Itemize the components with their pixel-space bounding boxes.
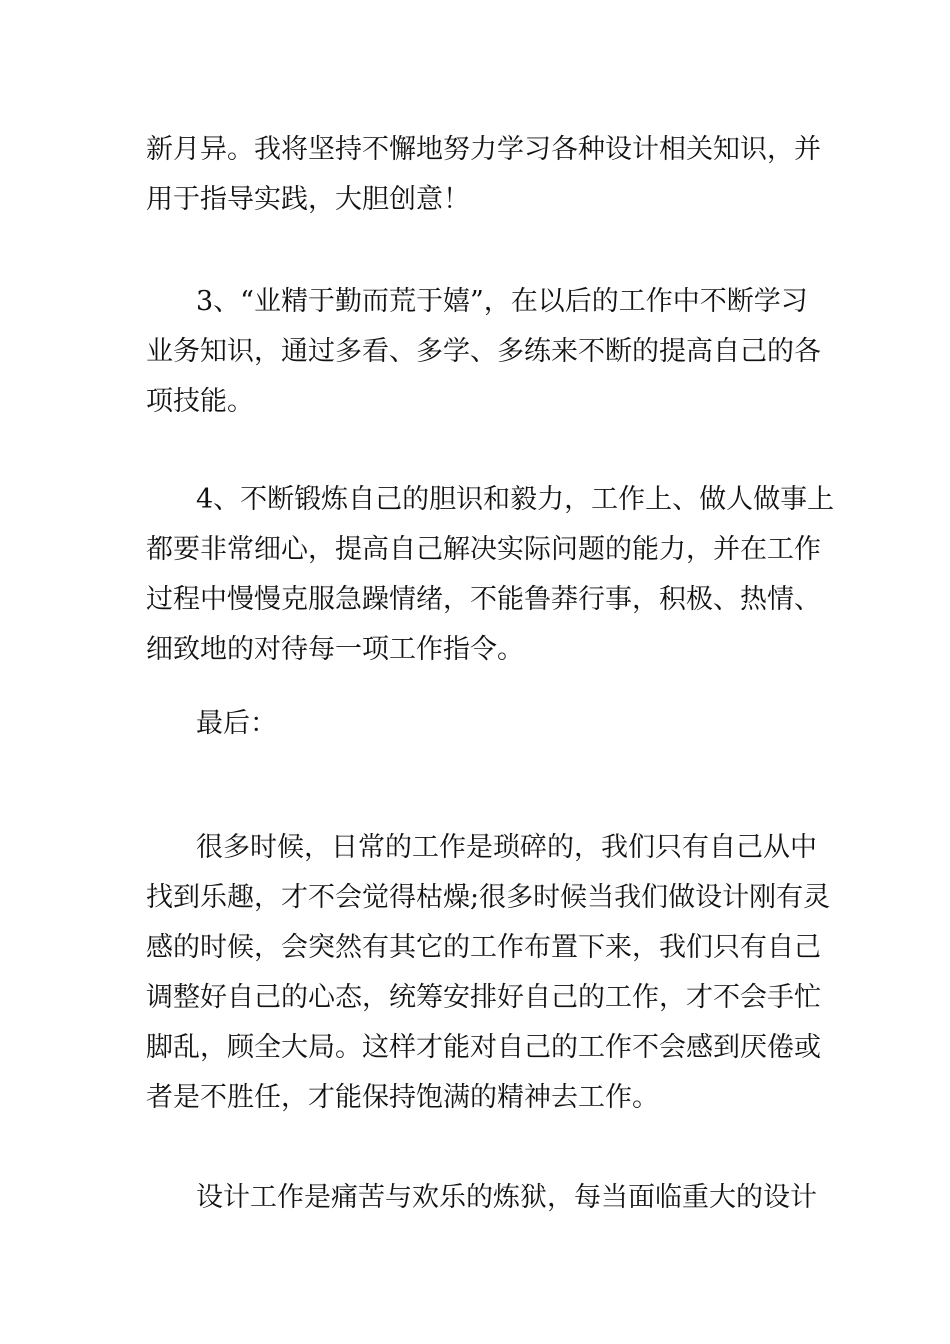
paragraph-line: 4、不断锻炼自己的胆识和毅力，工作上、做人做事上 bbox=[196, 484, 835, 515]
paragraph-line: 设计工作是痛苦与欢乐的炼狱，每当面临重大的设计 bbox=[196, 1182, 817, 1213]
paragraph-line: 感的时候，会突然有其它的工作布置下来，我们只有自己 bbox=[146, 932, 821, 963]
paragraph-line: 新月异。我将坚持不懈地努力学习各种设计相关知识，并 bbox=[146, 134, 821, 165]
paragraph-line: 业务知识，通过多看、多学、多练来不断的提高自己的各 bbox=[146, 336, 821, 367]
paragraph-line: 都要非常细心，提高自己解决实际问题的能力，并在工作 bbox=[146, 534, 821, 565]
paragraph-line: 用于指导实践，大胆创意！ bbox=[146, 184, 470, 215]
paragraph-line: 项技能。 bbox=[146, 386, 254, 417]
paragraph-line: 脚乱，顾全大局。这样才能对自己的工作不会感到厌倦或 bbox=[146, 1032, 821, 1063]
paragraph-line: 者是不胜任，才能保持饱满的精神去工作。 bbox=[146, 1082, 659, 1113]
paragraph-line: 找到乐趣，才不会觉得枯燥;很多时候当我们做设计刚有灵 bbox=[146, 882, 831, 913]
paragraph-line: 过程中慢慢克服急躁情绪，不能鲁莽行事，积极、热情、 bbox=[146, 584, 821, 615]
paragraph-line: 很多时候，日常的工作是琐碎的，我们只有自己从中 bbox=[196, 832, 817, 863]
section-heading: 最后： bbox=[196, 708, 277, 739]
paragraph-line: 3、“业精于勤而荒于嬉”，在以后的工作中不断学习 bbox=[196, 286, 808, 317]
paragraph-line: 细致地的对待每一项工作指令。 bbox=[146, 634, 524, 665]
paragraph-line: 调整好自己的心态，统筹安排好自己的工作，才不会手忙 bbox=[146, 982, 821, 1013]
